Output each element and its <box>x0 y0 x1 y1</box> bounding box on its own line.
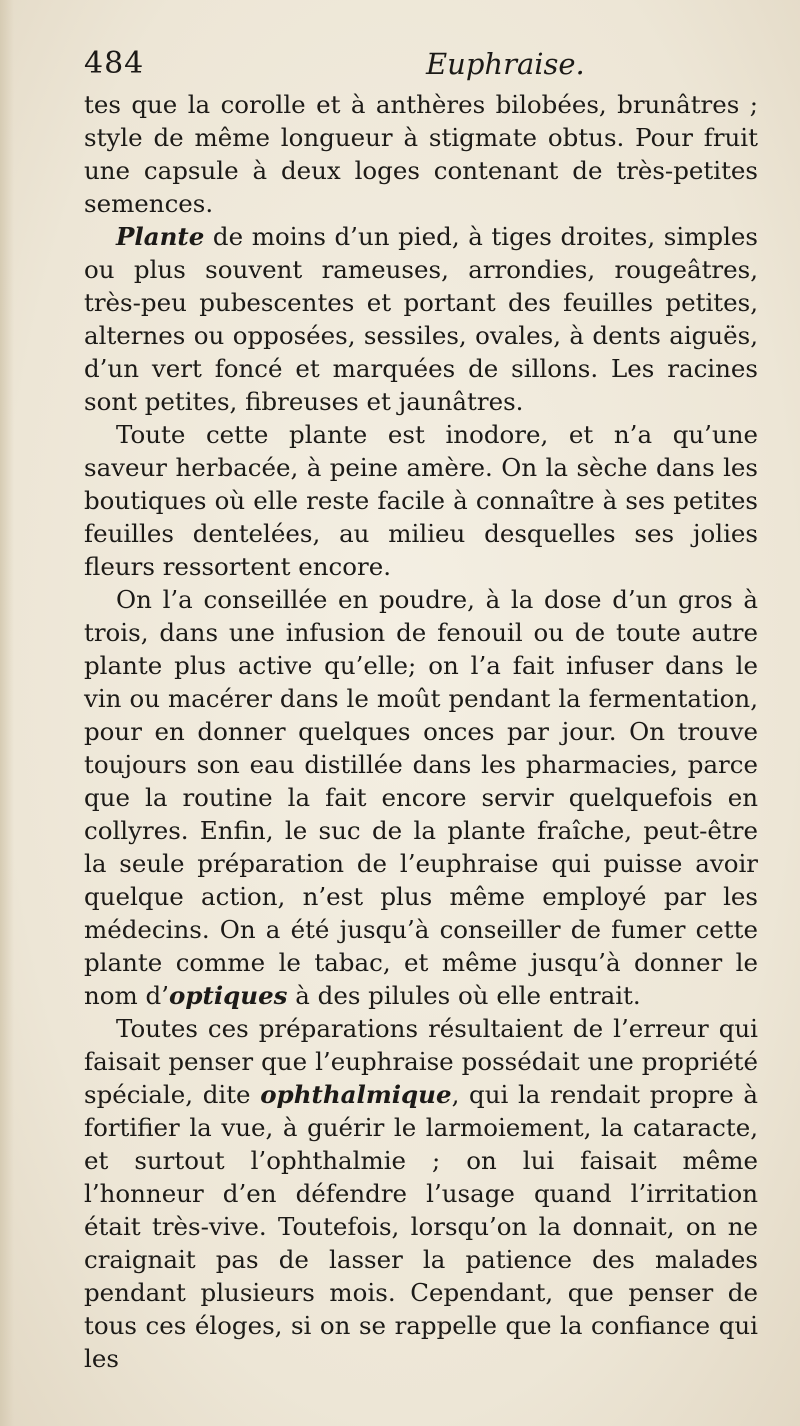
text-run: tes que la corolle et à anthères bilobées, brunâtres ; style de même longueur à stigmate obtus. Pour fruit une capsule à deux loges contenant de très-petites semences. <box>84 90 758 218</box>
page-header <box>84 44 744 88</box>
italic-term: optiques <box>169 981 288 1010</box>
text-run: de moins d’un pied, à tiges droites, simples ou plus souvent rameuses, arrondies, rougeâtres, très-peu pubescentes et portant des feuilles petites, alternes ou opposées, sessiles, ovales, à dents aiguës, d’un vert foncé et marquées de sillons. Les racines sont petites, fibreuses et jaunâtres. <box>84 222 758 416</box>
body-text <box>84 88 758 1375</box>
paragraph <box>84 220 758 418</box>
page-gutter-shadow <box>0 0 14 1426</box>
text-run: à des pilules où elle entrait. <box>287 981 641 1010</box>
text-run: Toutes ces préparations résultaient de l’erreur qui faisait penser que l’euphraise possédait une propriété spéciale, dite <box>84 1014 758 1109</box>
italic-term: Plante <box>116 222 205 251</box>
paragraph <box>84 418 758 583</box>
paragraph-continued <box>84 88 758 220</box>
page-number: 484 <box>84 46 145 81</box>
italic-term: ophthalmique <box>260 1080 452 1109</box>
text-run: Toute cette plante est inodore, et n’a qu’une saveur herbacée, à peine amère. On la sèche dans les boutiques où elle reste facile à connaître à ses petites feuilles dentelées, au milieu desquelles ses jolies fleurs ressortent encore. <box>84 420 758 581</box>
text-run: On l’a conseillée en poudre, à la dose d’un gros à trois, dans une infusion de fenouil ou de toute autre plante plus active qu’elle; on l’a fait infuser dans le vin ou macérer dans le moût pendant la fermentation, pour en donner quelques onces par jour. On trouve toujours son eau distillée dans les pharmacies, parce que la routine la fait encore servir quelquefois en collyres. Enfin, le suc de la plante fraîche, peut-être la seule préparation de l’euphraise qui puisse avoir quelque action, n’est plus même employé par les médecins. On a été jusqu’à conseiller de fumer cette plante comme le tabac, et même jusqu’à donner le nom d’ <box>84 585 758 1010</box>
paragraph <box>84 583 758 1012</box>
running-head: Euphraise. <box>426 47 585 81</box>
paragraph <box>84 1012 758 1375</box>
text-run: , qui la rendait propre à fortifier la vue, à guérir le larmoiement, la cataracte, et surtout l’ophthalmie ; on lui faisait même l’honneur d’en défendre l’usage quand l’irritation était très-vive. Toutefois, lorsqu’on la donnait, on ne craignait pas de lasser la patience des malades pendant plusieurs mois. Cependant, que penser de tous ces éloges, si on se rappelle que la confiance qui les <box>84 1080 758 1373</box>
